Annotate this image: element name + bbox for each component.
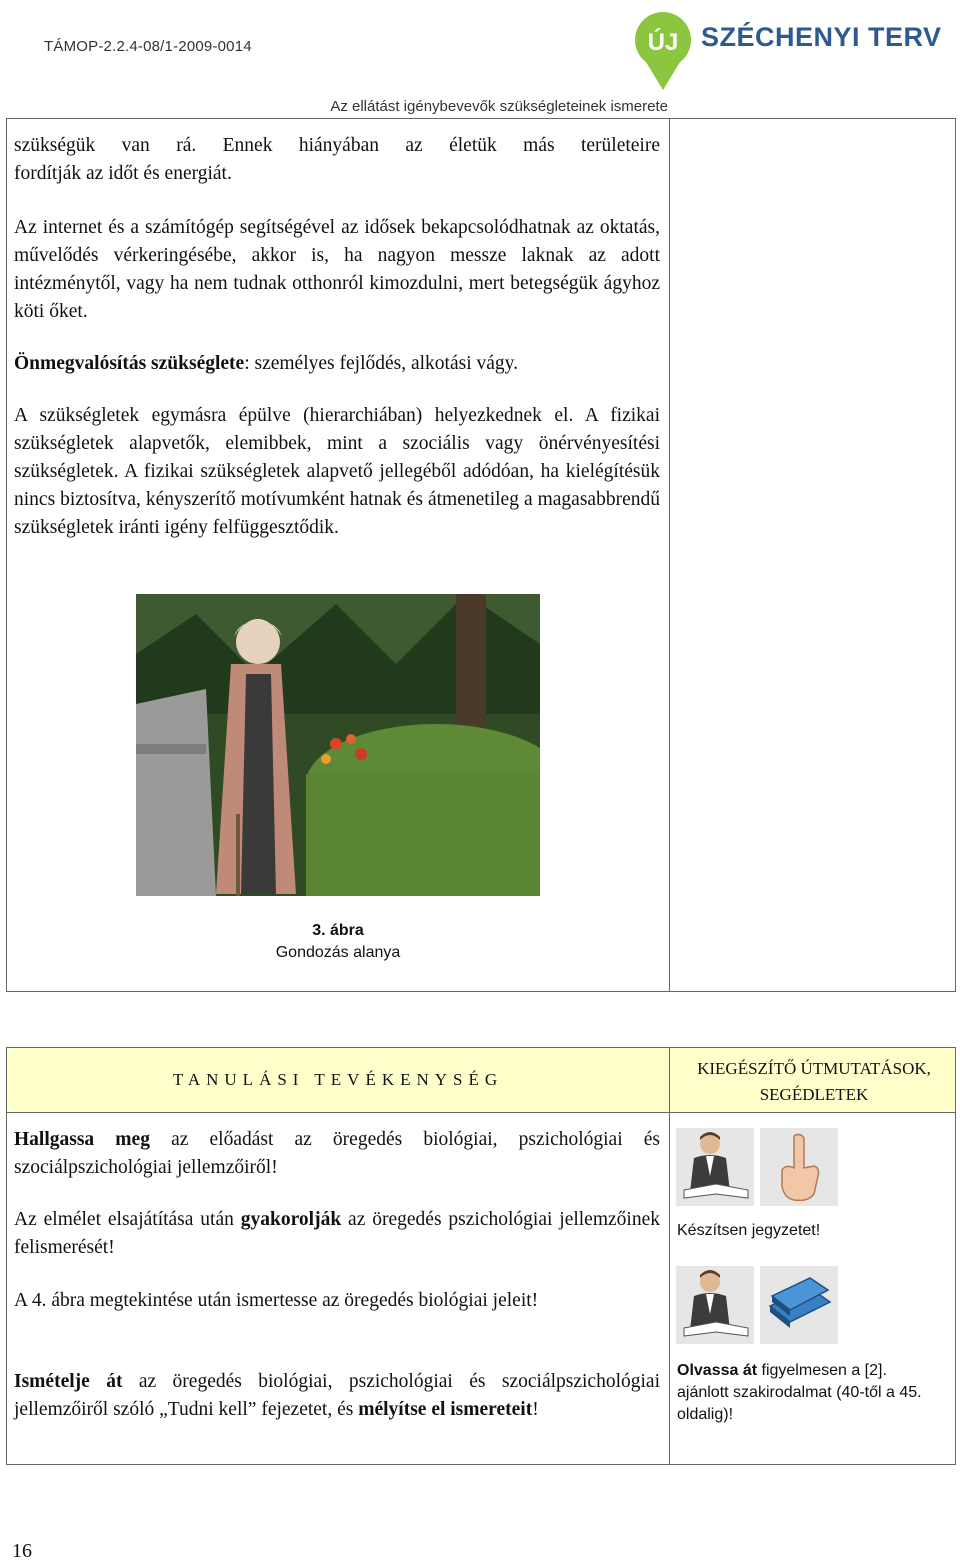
note-read-bold: Olvassa át [677, 1362, 758, 1379]
activity-item-4-end: ! [532, 1399, 539, 1420]
figure-caption: Gondozás alanya [275, 944, 401, 961]
activity-item-3: A 4. ábra megtekintése után ismertesse az öregedés biológiai jeleit! [14, 1290, 539, 1311]
activity-item-2-text: az öregedés pszichológiai jellemzőinek felismerését! [14, 1209, 660, 1258]
activity-item-2-pre: Az elmélet elsajátítása után [14, 1209, 241, 1230]
self-actualization-desc: : személyes fejlődés, alkotási vágy. [244, 353, 519, 374]
note-read-literature [677, 1360, 941, 1426]
activity-item-4-text: az öregedés biológiai, pszichológiai és szociálpszichológiai jellemzőiről szóló „Tudni kell” fejezetet, és [14, 1371, 660, 1420]
note-read-text: figyelmesen a [2]. ajánlott szakirodalmat (40-től a 45. oldalig)! [677, 1362, 922, 1423]
paragraph-1-line-1: szükségük van rá. Ennek hiányában az életük más területeire [14, 135, 660, 156]
activity-header-line [6, 1112, 956, 1113]
activity-item-4-bold-2: mélyítse el ismereteit [358, 1399, 533, 1420]
note-take-notes: Készítsen jegyzetet! [677, 1222, 821, 1239]
self-actualization-term: Önmegvalósítás szükséglete [14, 353, 245, 374]
logo-badge: ÚJ [647, 29, 679, 56]
activity-column-divider [669, 1047, 670, 1465]
activity-item-2-bold: gyakorolják [240, 1209, 342, 1230]
page-number: 16 [12, 1540, 32, 1562]
logo-text: SZÉCHENYI TERV [701, 22, 942, 52]
running-title: Az ellátást igénybevevők szükségleteinek ismerete [330, 98, 668, 115]
paragraph-4: A szükségletek egymásra épülve (hierarchiában) helyezkednek el. A fizikai szükségletek alapvetők, elemibbek, mint a szociális vagy önérvényesítési szükségletek. A fizikai szükségletek alapvető jellegéből adódóan, ha kielégítésük nincs biztosítva, kényszerítő motívumként hatnak és átmenetileg a magasabbrendű szükségletek iránti igény felfüggesztődik. [14, 405, 660, 538]
activity-item-4-bold-1: Ismételje át [14, 1371, 123, 1392]
paragraph-1-line-2: fordítják az időt és energiát. [14, 163, 232, 184]
project-code: TÁMOP-2.2.4-08/1-2009-0014 [44, 38, 252, 55]
paragraph-1 [14, 132, 660, 188]
figure-number: 3. ábra [312, 922, 364, 939]
activity-item-4 [14, 1368, 660, 1424]
activity-item-2 [14, 1206, 660, 1262]
pointing-finger-icon [760, 1128, 838, 1206]
content-divider [669, 118, 670, 992]
elderly-woman-photo [136, 594, 540, 896]
activity-item-1-bold: Hallgassa meg [14, 1129, 150, 1150]
guidance-title: KIEGÉSZÍTŐ ÚTMUTATÁSOK, SEGÉDLETEK [697, 1059, 931, 1104]
activity-item-1-text: az előadást az öregedés biológiai, pszichológiai és szociálpszichológiai jellemzőiről! [14, 1129, 660, 1178]
activity-title: TANULÁSI TEVÉKENYSÉG [172, 1070, 504, 1089]
activity-item-1 [14, 1126, 660, 1182]
books-icon [760, 1266, 838, 1344]
reading-person-icon [676, 1128, 754, 1206]
paragraph-2: Az internet és a számítógép segítségével az idősek bekapcsolódhatnak az oktatás, művelődés vérkeringésébe, akkor is, ha nagyon messze laknak az adott intézménytől, vagy ha nem tudnak otthonról kimozdulni, mert betegségük ágyhoz köti őket. [14, 217, 660, 322]
reading-person-icon-2 [676, 1266, 754, 1344]
paragraph-3 [14, 350, 660, 378]
